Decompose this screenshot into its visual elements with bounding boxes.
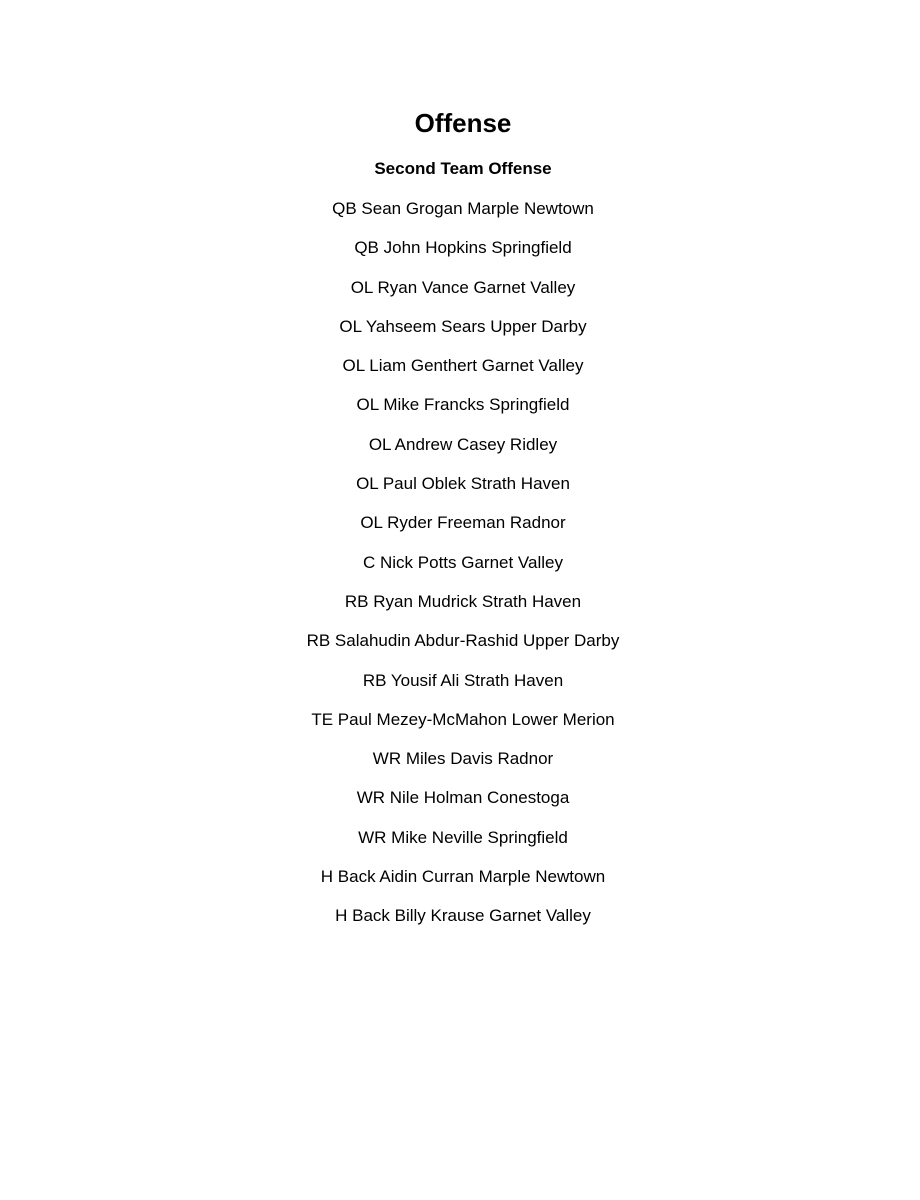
player-entry: OL Ryan Vance Garnet Valley bbox=[350, 277, 576, 297]
player-entry: QB John Hopkins Springfield bbox=[354, 238, 572, 258]
player-entry: RB Salahudin Abdur-Rashid Upper Darby bbox=[306, 631, 620, 651]
player-entry: OL Paul Oblek Strath Haven bbox=[356, 474, 570, 494]
player-list bbox=[0, 198, 920, 945]
player-entry: OL Ryder Freeman Radnor bbox=[360, 513, 566, 533]
player-entry: OL Liam Genthert Garnet Valley bbox=[342, 356, 584, 376]
player-entry: OL Mike Francks Springfield bbox=[356, 395, 570, 415]
player-entry: C Nick Potts Garnet Valley bbox=[363, 552, 563, 572]
player-entry: RB Yousif Ali Strath Haven bbox=[362, 670, 564, 690]
player-entry: H Back Aidin Curran Marple Newtown bbox=[320, 867, 606, 887]
page-title: Offense bbox=[414, 108, 512, 138]
player-entry: WR Miles Davis Radnor bbox=[372, 749, 554, 769]
player-entry: QB Sean Grogan Marple Newtown bbox=[332, 199, 594, 218]
player-entry: RB Ryan Mudrick Strath Haven bbox=[344, 591, 582, 611]
player-entry: WR Nile Holman Conestoga bbox=[356, 788, 570, 808]
player-entry: WR Mike Neville Springfield bbox=[358, 827, 568, 847]
section-heading: Second Team Offense bbox=[374, 159, 552, 178]
player-entry: H Back Billy Krause Garnet Valley bbox=[335, 906, 591, 926]
player-entry: OL Yahseem Sears Upper Darby bbox=[339, 316, 587, 336]
player-entry: TE Paul Mezey-McMahon Lower Merion bbox=[311, 709, 615, 729]
player-entry: OL Andrew Casey Ridley bbox=[368, 434, 558, 454]
